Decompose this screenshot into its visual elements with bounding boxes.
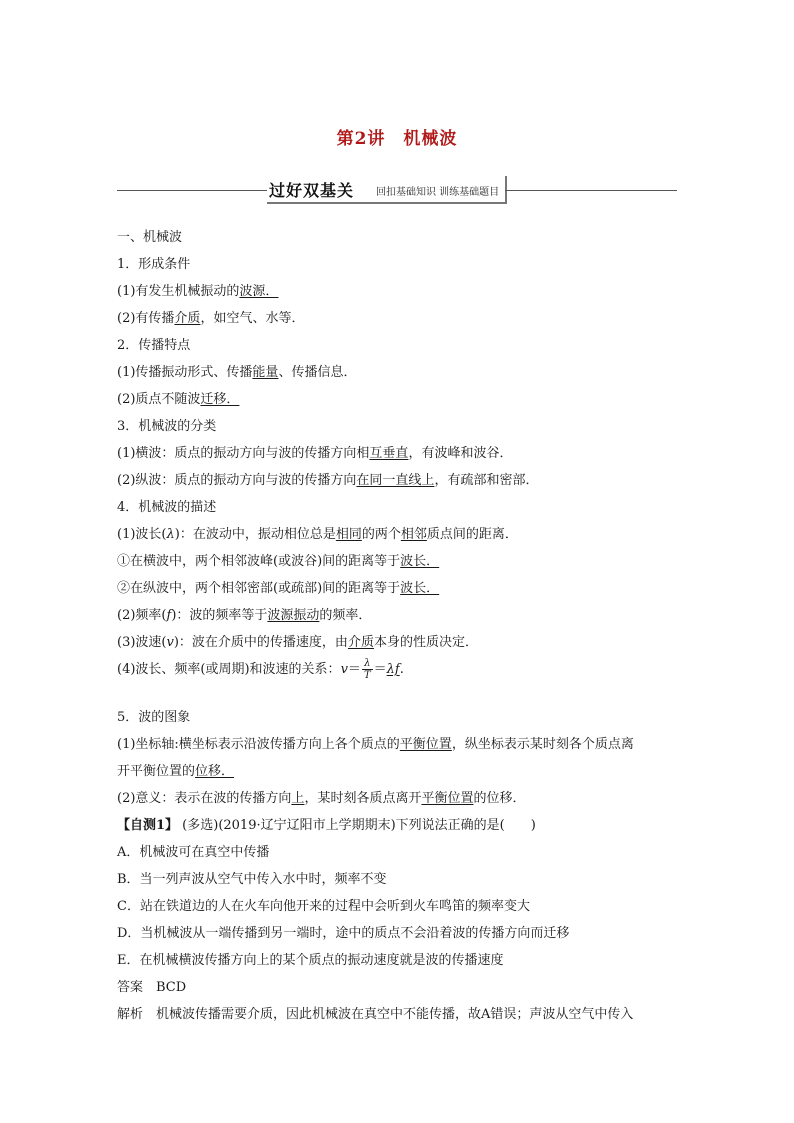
text-line: 开平衡位置的位移．: [117, 764, 235, 779]
page-title: 第2讲 机械波: [336, 129, 458, 149]
text-line: ①在横波中，两个相邻波峰(或波谷)间的距离等于波长．: [117, 554, 440, 569]
option-e: E．在机械横波传播方向上的某个质点的振动速度就是波的传播速度: [117, 953, 504, 968]
text-line: (2)有传播介质，如空气、水等．: [117, 311, 305, 326]
option-c: C．站在铁道边的人在火车向他开来的过程中会听到火车鸣笛的频率变大: [117, 899, 530, 914]
subheading-classification: 3．机械波的分类: [117, 419, 217, 434]
option-d: D．当机械波从一端传播到另一端时，途中的质点不会沿着波的传播方向而迁移: [117, 926, 570, 941]
text-line: (2)质点不随波迁移．: [117, 392, 240, 407]
subheading-propagation: 2．传播特点: [117, 338, 191, 353]
text-line: (2)意义：表示在波的传播方向上，某时刻各质点离开平衡位置的位移．: [117, 791, 526, 806]
fraction-lambda-over-t: $\frac{\lambda}{T}$: [363, 658, 371, 681]
heading-mechanical-wave: 一、机械波: [117, 230, 183, 245]
section-banner: [117, 176, 677, 206]
text-line: (1)横波：质点的振动方向与波的传播方向相互垂直，有波峰和波谷．: [117, 446, 513, 461]
option-b: B．当一列声波从空气中传入水中时，频率不变: [117, 872, 387, 887]
text-line: ②在纵波中，两个相邻密部(或疏部)间的距离等于波长．: [117, 581, 440, 596]
text-line: (3)波速(v)：波在介质中的传播速度，由介质本身的性质决定．: [117, 635, 478, 650]
banner-sub-label: 回扣基础知识 训练基础题目: [376, 187, 500, 198]
answer-line: 答案 BCD: [117, 980, 187, 995]
banner-rule-right: [505, 190, 677, 191]
subheading-description: 4．机械波的描述: [117, 500, 217, 515]
banner-rule-left: [117, 190, 267, 191]
option-a: A．机械波可在真空中传播: [117, 845, 270, 860]
question-tag: 【自测1】: [117, 818, 179, 833]
text-line: (2)纵波：质点的振动方向与波的传播方向在同一直线上，有疏部和密部．: [117, 473, 539, 488]
text-line: (1)波长(λ)：在波动中，振动相位总是相同的两个相邻质点间的距离．: [117, 527, 518, 542]
question-stem: 【自测1】 (多选)(2019·辽宁辽阳市上学期期末)下列说法正确的是( ): [117, 818, 536, 833]
text-line: (1)传播振动形式、传播能量、传播信息．: [117, 365, 357, 380]
formula-line: (4)波长、频率(或周期)和波速的关系：v＝ $\frac{\lambda}{T}$ ＝λf.: [117, 658, 404, 681]
subheading-wave-graph: 5．波的图象: [117, 710, 191, 725]
text-line: (1)有发生机械振动的波源．: [117, 284, 279, 299]
text-line: (1)坐标轴:横坐标表示沿波传播方向上各个质点的平衡位置，纵坐标表示某时刻各个质点离: [117, 737, 634, 752]
banner-main-label: 过好双基关: [269, 181, 355, 200]
text-line: (2)频率(f)：波的频率等于波源振动的频率．: [117, 608, 372, 623]
subheading-formation: 1．形成条件: [117, 257, 191, 272]
analysis-line: 解析 机械波传播需要介质，因此机械波在真空中不能传播，故A错误；声波从空气中传入: [117, 1007, 634, 1022]
